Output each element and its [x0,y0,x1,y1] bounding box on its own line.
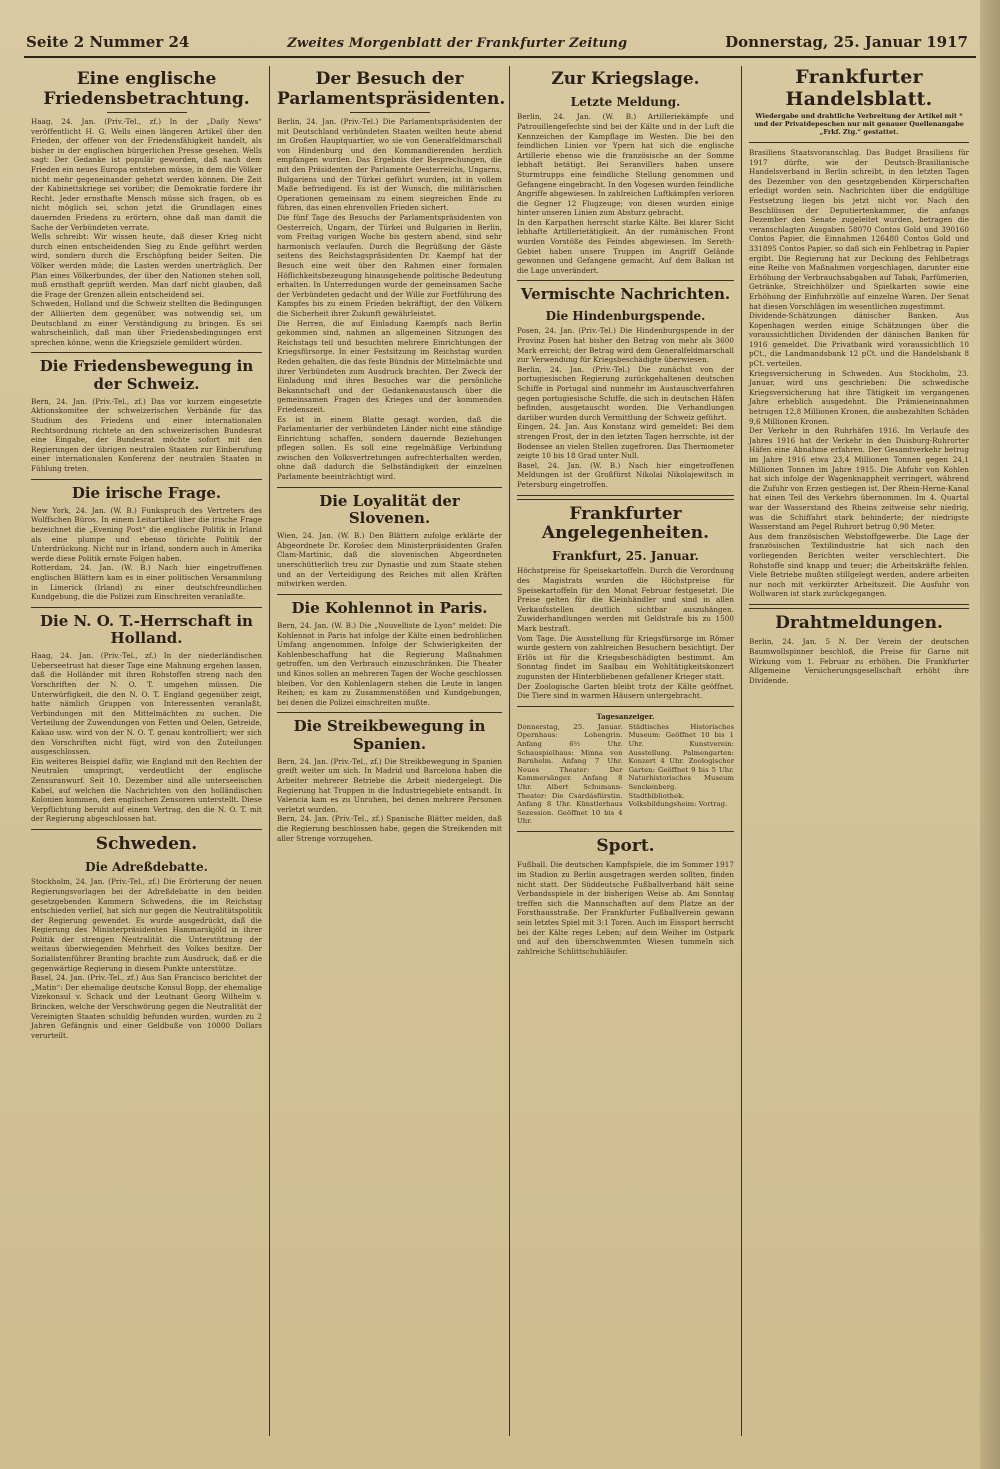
divider [31,479,262,480]
article-subheadline: Die Adreßdebatte. [85,859,208,874]
article-paragraph: Stockholm, 24. Jan. (Priv.-Tel., zf.) Die Erörterung der neuen Regierungsvorlagen bei der Adreßdebatte in den beiden gesetzgebenden Kammern Schwedens, die im Reichstag entschieden verlief, hat sich nur gegen die Neutralitätspolitik der Regierung gewendet. Es wurde ausgedrückt, daß die Regierung des Ministerpräsidenten Hammarskjöld in ihrer Politik der strengen Neutralität die Unterstützung der weitaus überwiegenden Mehrheit des Volkes besitze. Der Sozialistenführer Branting brachte zum Ausdruck, daß er die gegenwärtige Regierung in diesem Punkte unterstütze. [31,877,262,973]
divider [31,352,262,353]
divider [517,495,734,500]
article-headline: Die Friedensbewegung in der Schweiz. [39,357,254,393]
divider [517,280,734,281]
article-paragraph: Schweden, Holland und die Schweiz stellten die Bedingungen der Alliierten dem gegenüber, was notwendig sei, um Deutschland zu einer Verständigung zu bringen. Es sei wahrscheinlich, daß man über Friedensbedingungen erst sprechen könne, wenn die Kriegsziele gemildert würden. [31,299,262,347]
divider [749,142,969,143]
section-notice: Wiedergabe und drahtliche Verbreitung der Artikel mit * und der Privatdepeschen nur mit genauer Quellenangabe „Frkf. Ztg.“ gestattet. [754,112,964,136]
article-subheadline: Die Hindenburgspende. [545,308,706,323]
article-paragraph: Bern, 24. Jan. (Priv.-Tel., zf.) Die Streikbewegung in Spanien greift weiter um sich. In Madrid und Barcelona haben die Arbeiter mehrerer Betriebe die Arbeit niedergelegt. Die Regierung hat Truppen in die Industriegebiete entsandt. In Valencia kam es zu Unruhen, bei denen mehrere Personen verletzt wurden. [277,756,502,814]
article-paragraph: Kriegsversicherung in Schweden. Aus Stockholm, 23. Januar, wird uns geschrieben: Die schwedische Kriegsversicherung hat ihre Tätigkeit im vergangenen Jahre erheblich ausgedehnt. Die Prämieneinnahmen betrugen 12,8 Millionen Kronen, die ausbezahlten Schäden 9,6 Millionen Kronen. [749,368,969,426]
article-headline: Frankfurter Angelegenheiten. [541,503,710,544]
section-title: Frankfurter Handelsblatt. [785,66,933,110]
article-headline: Der Besuch der Parlamentspräsidenten. [277,70,502,113]
divider [31,607,262,608]
article-headline: Sport. [596,835,655,856]
issue-date: Donnerstag, 25. Januar 1917 [725,33,968,51]
divider [277,712,502,713]
article-paragraph: Rotterdam, 24. Jan. (W. B.) Nach hier eingetroffenen englischen Blättern kam es in einer politischen Versammlung in Limerick (Irland) zu einer deutschfreundlichen Kundgebung, die die Polizei zum Einschreiten veranlaßte. [31,563,262,602]
article-headline: Zur Kriegslage. [551,69,700,89]
article-paragraph: Eingen, 24. Jan. Aus Konstanz wird gemeldet: Bei dem strengen Frost, der in den letzten Tagen herrschte, ist der Bodensee an vielen Stellen zugefroren. Das Thermometer zeigte 10 bis 18 Grad unter Null. [517,422,734,461]
article-paragraph: Die Herren, die auf Einladung Kaempfs nach Berlin gekommen sind, nahmen an allgemeinen Sitzungen des Reichstags teil und besuchten mehrere Einrichtungen der Kriegsfürsorge. In einer Festsitzung im Reichstag wurden Reden gehalten, die das feste Bündnis der Mittelmächte und ihrer Verbündeten zum Ausdruck brachten. Der Zweck der Einladung und ihres Besuches war die persönliche Bekanntschaft und der Gedankenaustausch über die gemeinsamen Fragen des Krieges und der kommenden Friedenszeit. [277,318,502,414]
divider [277,594,502,595]
article-paragraph: Basel, 24. Jan. (W. B.) Nach hier eingetroffenen Meldungen ist der Großfürst Nikolai Nikolajewitsch in Petersburg eingetroffen. [517,460,734,489]
article-paragraph: Berlin, 24. Jan. (Priv.-Tel.) Die Parlamentspräsidenten der mit Deutschland verbündeten Staaten weilten heute abend im Großen Hauptquartier, wo sie von Generalfeldmarschall von Hindenburg und den Kommandierenden herzlich empfangen wurden. Das Ergebnis der Besprechungen, die mit den Präsidenten der Parlamente Oesterreichs, Ungarns, Bulgariens und der Türkei geführt wurden, ist in vollem Maße befriedigend. Es ist der Wunsch, die militärischen Operationen gemeinsam zu einem siegreichen Ende zu führen, das einen ehrenvollen Frieden sichert. [277,117,502,213]
article-paragraph: Die fünf Tage des Besuchs der Parlamentspräsidenten von Oesterreich, Ungarn, der Türkei und Bulgarien in Berlin, vom Freitag vorigen Woche bis gestern abend, sind sehr harmonisch verlaufen. Durch die Begrüßung der Gäste seitens des Reichstagspräsidenten Dr. Kaempf hat der Besuch eine weit über den Rahmen einer formalen Höflichkeitsbezeugung hinausgehende politische Bedeutung erhalten. In Unterredungen wurde der gemeinsamen Sache der Verbündeten gedacht und der Wille zur Fortführung des Kampfes bis zu einem Frieden bekräftigt, der den Völkern die Sicherheit ihrer Zukunft gewährleistet. [277,213,502,318]
article-columns [24,66,976,1436]
page-header [24,20,976,58]
article-headline: Die N. O. T.-Herrschaft in Holland. [40,611,253,648]
article-paragraph: Berlin, 24. Jan. (Priv.-Tel.) Die zunächst von der portugiesischen Regierung zurückgehaltenen deutschen Schiffe in Portugal sind nunmehr im Austauschverfahren gegen portugiesische Schiffe, die sich in deutschen Häfen befinden, ausgetauscht worden. Die Verhandlungen darüber wurden durch Vermittlung der Schweiz geführt. [517,364,734,422]
article-paragraph: Es ist in einem Blatte gesagt worden, daß die Parlamentarier der verbündeten Länder nicht eine ständige Einrichtung schaffen, sondern dauernde Beziehungen pflegen sollen. Es soll eine regelmäßige Verbindung zwischen den Volksvertretungen aufrechterhalten werden, ohne daß dadurch die Selbständigkeit der einzelnen Parlamente beeinträchtigt wird. [277,414,502,482]
article-headline: Eine englische Friedensbetrachtung. [31,70,262,113]
article-paragraph: Fußball. Die deutschen Kampfspiele, die im Sommer 1917 im Stadion zu Berlin ausgetragen werden sollten, finden nicht statt. Der Süddeutsche Fußballverband hält seine Verbandsspiele in der bisherigen Weise ab. Am Sonntag treffen sich die Mannschaften auf dem Platze an der Forsthausstraße. Der Frankfurter Fußballverein gewann sein letztes Spiel mit 3:1 Toren. Auch im Eissport herrscht bei der Kälte reges Leben; auf dem Weiher im Ostpark und auf den überschwemmten Wiesen tummeln sich zahlreiche Schlittschuhläufer. [517,860,734,956]
article-dateline: Frankfurt, 25. Januar. [552,548,699,563]
article-paragraph: Ein weiteres Beispiel dafür, wie England mit den Rechten der Neutralen umspringt, verdeutlicht der englische Zensuranwurf. Seit 10. Dezember sind alle unterseeischen Kabel, auf welchen die Nachrichten von den holländischen Kolonien kommen, den englischen Zensoren unterstellt. Diese Verpflichtung beruht auf einem Vertrag, den die N. O. T. mit der Regierung abgeschlossen hat. [31,756,262,824]
column-3 [510,66,742,1436]
listings-title: Tagesanzeiger. [596,711,655,721]
article-headline: Die Streikbewegung in Spanien. [293,717,486,753]
article-headline: Die Kohlennot in Paris. [291,598,488,617]
event-listings [517,723,734,826]
article-paragraph: Berlin, 24. Jan. (W. B.) Artilleriekämpfe und Patrouillengefechte sind bei der Kälte und in der Luft die Kennzeichen der Kampflage im Westen. Die bei den feindlichen Linien vor Ypern hat sich die englische Artillerie ebenso wie die französische an der Somme lebhaft betätigt. Bei Seranvillers haben unsere Sturmtrupps eine feindliche Stellung genommen und Gefangene eingebracht. In den Vogesen wurden feindliche Angriffe abgewiesen. In zahlreichen Luftkämpfen verloren die Gegner 12 Flugzeuge; von diesen wurden einige hinter unseren Linien zum Absturz gebracht. [517,112,734,218]
page-number: Seite 2 Nummer 24 [26,33,190,51]
article-paragraph: Brasiliens Staatsvoranschlag. Das Budget Brasiliens für 1917 dürfte, wie der Deutsch-Brasilianische Handelsverband in Berlin schreibt, in den letzten Tagen des Dezember von den gesetzgebenden Körperschaften erledigt worden sein. Nachrichten über die endgültige Festsetzung liegen bis jetzt nicht vor. Nach den Beschlüssen der Deputiertenkammer, die anfangs Dezember den Senate zugeleitet wurden, betragen die veranschlagten Ausgaben 58070 Contos Gold und 390160 Contos Papier, die Einnahmen 126480 Contos Gold und 331895 Contos Papier, so daß sich ein Fehlbetrag in Papier ergibt. Die Regierung hat zur Deckung des Fehlbetrags eine Reihe von Maßnahmen vorgeschlagen, darunter eine Erhöhung der Verbrauchsabgaben auf Tabak, Parfümerien, Getränke, Streichhölzer und Spielkarten sowie eine Erhöhung der Einfuhrzölle auf einzelne Waren. Der Senat hat diesen Vorschlägen im wesentlichen zugestimmt. [749,148,969,311]
article-paragraph: New York, 24. Jan. (W. B.) Funkspruch des Vertreters des Wolffschen Büros. In einem Leitartikel über die irische Frage bezeichnet die „Evening Post“ die englische Politik in Irland als eine plumpe und ebenso törichte Politik der Unterdrückung. Nicht nur in Irland, sondern auch in Amerika werde diese Politik ernste Folgen haben. [31,505,262,563]
publication-title: Zweites Morgenblatt der Frankfurter Zeitung [287,36,628,51]
article-paragraph: Wells schreibt: Wir wissen heute, daß dieser Krieg nicht durch einen entscheidenden Sieg zu Ende geführt werden wird, sondern durch die Erschöpfung beider Seiten. Die Völker werden müde; die Lasten werden unerträglich. Der Plan eines Völkerbundes, der über den Nationen stehen soll, muß ernsthaft geprüft werden. Man darf nicht glauben, daß die Frage der Grenzen allein entscheidend sei. [31,232,262,299]
article-paragraph: Posen, 24. Jan. (Priv.-Tel.) Die Hindenburgspende in der Provinz Posen hat bisher den Betrag von mehr als 3600 Mark erreicht; der Betrag wird dem Generalfeldmarschall zur Verwendung für Kriegsbeschädigte überwiesen. [517,326,734,365]
article-paragraph: In den Karpathen herrscht starke Kälte. Bei klarer Sicht lebhafte Artillerietätigkeit. An der rumänischen Front wurden Vorstöße des Feindes abgewiesen. Im Sereth-Gebiet haben unsere Truppen im Angriff Gelände gewonnen und Gefangene gemacht. Auf dem Balkan ist die Lage unverändert. [517,217,734,275]
article-paragraph: Der Zoologische Garten bleibt trotz der Kälte geöffnet. Die Tiere sind in warmen Häusern untergebracht. [517,681,734,701]
article-subheadline: Letzte Meldung. [570,94,681,109]
listing-block: Städtisches Historisches Museum: Geöffnet 10 bis 1 Uhr. Kunstverein: Ausstellung. Palmengarten: Konzert 4 Uhr. Zoologischer Garten: Geöffnet 9 bis 5 Uhr. Naturhistorisches Museum Senckenberg. Stadtbibliothek. Volksbildungsheim: Vortrag. [628,722,734,809]
article-paragraph: Bern, 24. Jan. (Priv.-Tel., zf.) Spanische Blätter melden, daß die Regierung beschlossen habe, gegen die Streikenden mit aller Strenge vorzugehen. [277,814,502,843]
article-paragraph: Bern, 24. Jan. (W. B.) Die „Nouvelliste de Lyon“ meldet: Die Kohlennot in Paris hat infolge der Kälte einen bedrohlichen Umfang angenommen. Infolge der Schwierigkeiten der Kohlenbeschaffung hat die Regierung Maßnahmen getroffen, um den Verbrauch einzuschränken. Die Theater und Kinos sollen an mehreren Tagen der Woche geschlossen bleiben. Vor den Kohlenlagern stehen die Leute in langen Reihen; es kam zu Zusammenstößen und Kundgebungen, bei denen die Polizei einschreiten mußte. [277,620,502,707]
article-paragraph: Aus dem französischen Webstoffgewerbe. Die Lage der französischen Textilindustrie hat sich nach den vorliegenden Berichten weiter verschlechtert. Die Rohstoffe sind knapp und teuer; die Arbeitskräfte fehlen. Viele Betriebe mußten stillgelegt werden, andere arbeiten nur noch mit verkürzter Arbeitszeit. Die Ausfuhr von Wollwaren ist stark zurückgegangen. [749,531,969,599]
article-paragraph: Dividende-Schätzungen dänischer Banken. Aus Kopenhagen werden einige Schätzungen über die voraussichtlichen Dividenden der dänischen Banken für 1916 gemeldet. Die Privatbank wird voraussichtlich 10 pCt., die Landmandsbank 12 pCt. und die Handelsbank 8 pCt. verteilen. [749,311,969,369]
article-paragraph: Bern, 24. Jan. (Priv.-Tel., zf.) Das vor kurzem eingesetzte Aktionskomitee der schweizerischen Verbände für das Studium des Friedens und einer internationalen Rechtsordnung richtete an den schweizerischen Bundesrat eine Eingabe, der Bundesrat möchte sofort mit den Regierungen der übrigen neutralen Staaten zur Einberufung einer internationalen Konferenz der neutralen Staaten in Fühlung treten. [31,396,262,473]
divider [749,604,969,609]
listing-block: Donnerstag, 25. Januar. Opernhaus: Lohengrin. Anfang 6½ Uhr. Schauspielhaus: Minna von Barnhelm. Anfang 7 Uhr. Neues Theater: Der Kammersänger. Anfang 8 Uhr. Albert Schumann-Theater: Die Csárdásfürstin. Anfang 8 Uhr. Künstlerhaus Sezession. Geöffnet 10 bis 4 Uhr. [517,722,623,826]
divider [31,829,262,830]
article-paragraph: Basel, 24. Jan. (Priv.-Tel., zf.) Aus San Francisco berichtet der „Matin“: Der ehemalige deutsche Konsul Bopp, der ehemalige Vizekonsul v. Schack und der Leutnant Georg Wilhelm v. Brincken, welche der Verschwörung gegen die Neutralität der Vereinigten Staaten schuldig befunden wurden, wurden zu 2 Jahren Gefängnis und einer Geldbuße von 10000 Dollars verurteilt. [31,973,262,1040]
article-headline: Die Loyalität der Slovenen. [319,491,460,527]
column-1 [24,66,270,1436]
article-headline: Die irische Frage. [71,483,222,502]
column-4 [742,66,976,1436]
divider [277,487,502,488]
article-headline: Vermischte Nachrichten. [520,285,731,304]
article-headline: Drahtmeldungen. [775,612,943,633]
article-paragraph: Vom Tage. Die Ausstellung für Kriegsfürsorge im Römer wurde gestern von zahlreichen Besuchern besichtigt. Der Erlös ist für die Kriegsbeschädigten bestimmt. Am Sonntag findet im Saalbau ein Wohltätigkeitskonzert zugunsten der Hinterbliebenen gefallener Krieger statt. [517,633,734,681]
divider [517,831,734,832]
article-paragraph: Haag, 24. Jan. (Priv.-Tel., zf.) In der „Daily News“ veröffentlicht H. G. Wells einen längeren Artikel über den Frieden, der offener von der Friedensfähigkeit handelt, als bisher in der englischen bürgerlichen Presse gesehen. Wells sagt: Der Gedanke ist populär geworden, daß nach dem Frieden ein neues Europa entstehen müsse, in dem die Völker nicht mehr gegeneinander gehetzt werden können. Die Zeit der Kabinettskriege sei vorüber; die Demokratie fordere ihr Recht. Jeder ernsthafte Mensch müsse sich fragen, ob es nicht möglich sei, schon jetzt die Grundlagen eines dauernden Friedens zu erörtern, ohne daß man damit die Sache der Verbündeten verrate. [31,117,262,232]
page-binding-edge [980,0,1000,1469]
article-paragraph: Haag, 24. Jan. (Priv.-Tel., zf.) In der niederländischen Ueberseetrust hat dieser Tage eine Mahnung ergehen lassen, daß die Holländer mit ihren Rohstoffen streng nach den Vorschriften der N. O. T. umgehen müssen. Die Unterwürfigkeit, die den N. O. T. England gegenüber zeigt, hatte nämlich Gruppen von Interessenten veranlaßt, Verbindungen mit den Mittelmächten zu suchen. Die Verteilung der Zuwendungen von Fetten und Oelen, Getreide, Kakao usw. wird von der N. O. T. genau kontrolliert; wer sich den Vorschriften nicht fügt, wird von den Zuteilungen ausgeschlossen. [31,651,262,757]
column-2 [270,66,510,1436]
article-headline: Schweden. [95,833,198,854]
divider [517,706,734,707]
article-paragraph: Wien, 24. Jan. (W. B.) Den Blättern zufolge erklärte der Abgeordnete Dr. Korošec dem Ministerpräsidenten Grafen Clam-Martinic, daß die slovenischen Abgeordneten unerschütterlich treu zur Dynastie und zum Staate stehen und an der Verteidigung des Reiches mit allen Kräften mitwirken werden. [277,531,502,589]
article-paragraph: Berlin, 24. Jan. 5 N. Der Verein der deutschen Baumwollspinner beschloß, die Preise für Garne mit Wirkung vom 1. Februar zu erhöhen. Die Frankfurter Allgemeine Versicherungsgesellschaft erhöht ihre Dividende. [749,637,969,685]
article-paragraph: Höchstpreise für Speisekartoffeln. Durch die Verordnung des Magistrats wurden die Höchstpreise für Speisekartoffeln für den Monat Februar festgesetzt. Die Preise gelten für die Kleinhändler und sind in allen Verkaufsstellen deutlich sichtbar auszuhängen. Zuwiderhandlungen werden mit Geldstrafe bis zu 1500 Mark bestraft. [517,566,734,634]
article-paragraph: Der Verkehr in den Ruhrhäfen 1916. Im Verlaufe des Jahres 1916 hat der Verkehr in den Duisburg-Ruhrorter Häfen eine Abnahme erfahren. Der Gesamtverkehr betrug im Jahre 1916 etwa 23,4 Millionen Tonnen gegen 24,1 Millionen Tonnen im Jahre 1915. Die Abfuhr von Kohlen hat sich infolge der Wagenknappheit verringert, während die Zufuhr von Erzen gestiegen ist. Der Rhein-Herne-Kanal hat einen Teil des Verkehrs übernommen. Im 4. Quartal war der Wasserstand des Rheins zeitweise sehr niedrig, was die Schiffahrt stark behinderte; der niedrigste Wasserstand am Pegel Ruhrort betrug 0,90 Meter. [749,426,969,532]
